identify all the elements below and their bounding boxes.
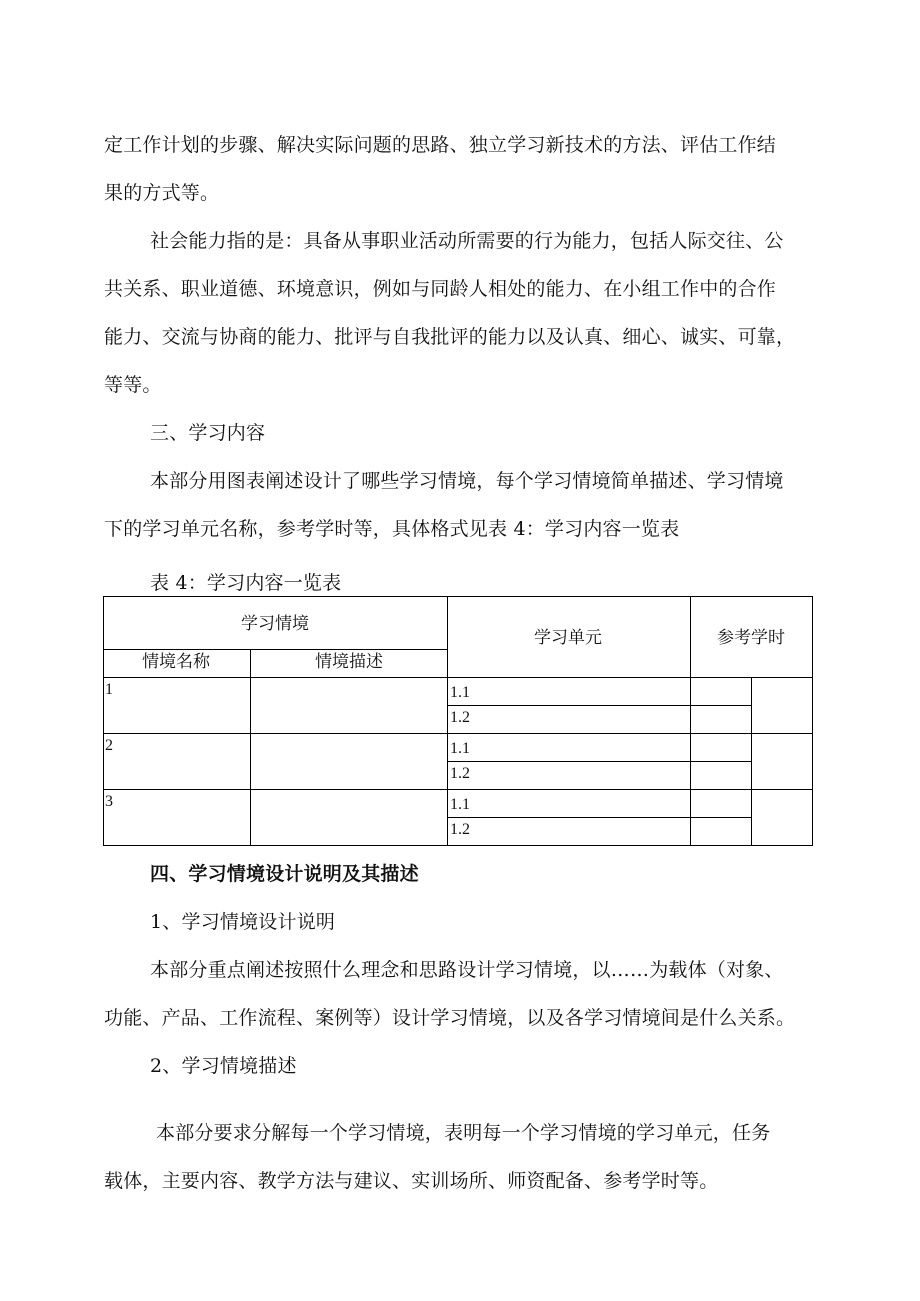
paragraph-2-line-4: 等等。 xyxy=(104,374,162,396)
col-divider-desc-unit xyxy=(447,596,448,846)
unit-divider-1 xyxy=(447,705,752,706)
paragraph-2-line-2: 共关系、职业道德、环境意识，例如与同龄人相处的能力、在小组工作中的合作 xyxy=(104,278,777,300)
row-2-unit-1: 1.1 xyxy=(450,740,470,757)
section-4-heading: 四、学习情境设计说明及其描述 xyxy=(150,863,419,885)
row-group-divider-2 xyxy=(103,789,813,790)
table-caption: 表 4：学习内容一览表 xyxy=(150,572,342,594)
paragraph-2-line-1: 社会能力指的是：具备从事职业活动所需要的行为能力，包括人际交往、公 xyxy=(150,230,784,252)
paragraph-5-line-1: 本部分要求分解每一个学习情境，表明每一个学习情境的学习单元，任务 xyxy=(156,1122,771,1144)
unit-divider-2 xyxy=(447,761,752,762)
paragraph-1-line-2: 果的方式等。 xyxy=(104,182,220,204)
row-1-situation-id: 1 xyxy=(105,681,113,698)
header-bottom-divider xyxy=(103,677,813,678)
header-learning-situation: 学习情境 xyxy=(241,614,309,634)
paragraph-3-line-2: 下的学习单元名称，参考学时等，具体格式见表 4：学习内容一览表 xyxy=(104,518,680,540)
row-group-divider-1 xyxy=(103,733,813,734)
paragraph-4-line-1: 本部分重点阐述按照什么理念和思路设计学习情境，以……为载体（对象、 xyxy=(150,959,784,981)
paragraph-2-line-3: 能力、交流与协商的能力、批评与自我批评的能力以及认真、细心、诚实、可靠， xyxy=(104,326,796,348)
paragraph-1-line-1: 定工作计划的步骤、解决实际问题的思路、独立学习新技术的方法、评估工作结 xyxy=(104,134,777,156)
subsection-2-heading: 2、学习情境描述 xyxy=(150,1055,297,1077)
table-border-right xyxy=(812,596,813,846)
paragraph-4-line-2: 功能、产品、工作流程、案例等）设计学习情境，以及各学习情境间是什么关系。 xyxy=(104,1007,796,1029)
table-border-left xyxy=(103,596,104,846)
learning-content-table xyxy=(103,596,813,846)
unit-divider-3 xyxy=(447,817,752,818)
col-divider-unit-hours xyxy=(690,596,691,846)
header-subgroup-divider xyxy=(103,649,447,650)
row-3-situation-id: 3 xyxy=(105,793,113,810)
paragraph-3-line-1: 本部分用图表阐述设计了哪些学习情境，每个学习情境简单描述、学习情境 xyxy=(150,470,784,492)
header-reference-hours: 参考学时 xyxy=(717,628,785,648)
row-2-unit-2: 1.2 xyxy=(450,765,470,782)
section-3-heading: 三、学习内容 xyxy=(150,422,266,444)
row-3-unit-2: 1.2 xyxy=(450,821,470,838)
row-1-unit-1: 1.1 xyxy=(450,684,470,701)
col-divider-name-desc xyxy=(250,649,251,846)
header-learning-unit: 学习单元 xyxy=(534,628,602,648)
row-2-situation-id: 2 xyxy=(105,737,113,754)
header-situation-name: 情境名称 xyxy=(142,652,210,672)
table-border-top xyxy=(103,596,813,597)
paragraph-5-line-2: 载体，主要内容、教学方法与建议、实训场所、师资配备、参考学时等。 xyxy=(104,1170,719,1192)
header-situation-description: 情境描述 xyxy=(315,652,383,672)
row-1-unit-2: 1.2 xyxy=(450,709,470,726)
subsection-1-heading: 1、学习情境设计说明 xyxy=(150,911,336,933)
row-3-unit-1: 1.1 xyxy=(450,796,470,813)
table-border-bottom xyxy=(103,845,813,846)
